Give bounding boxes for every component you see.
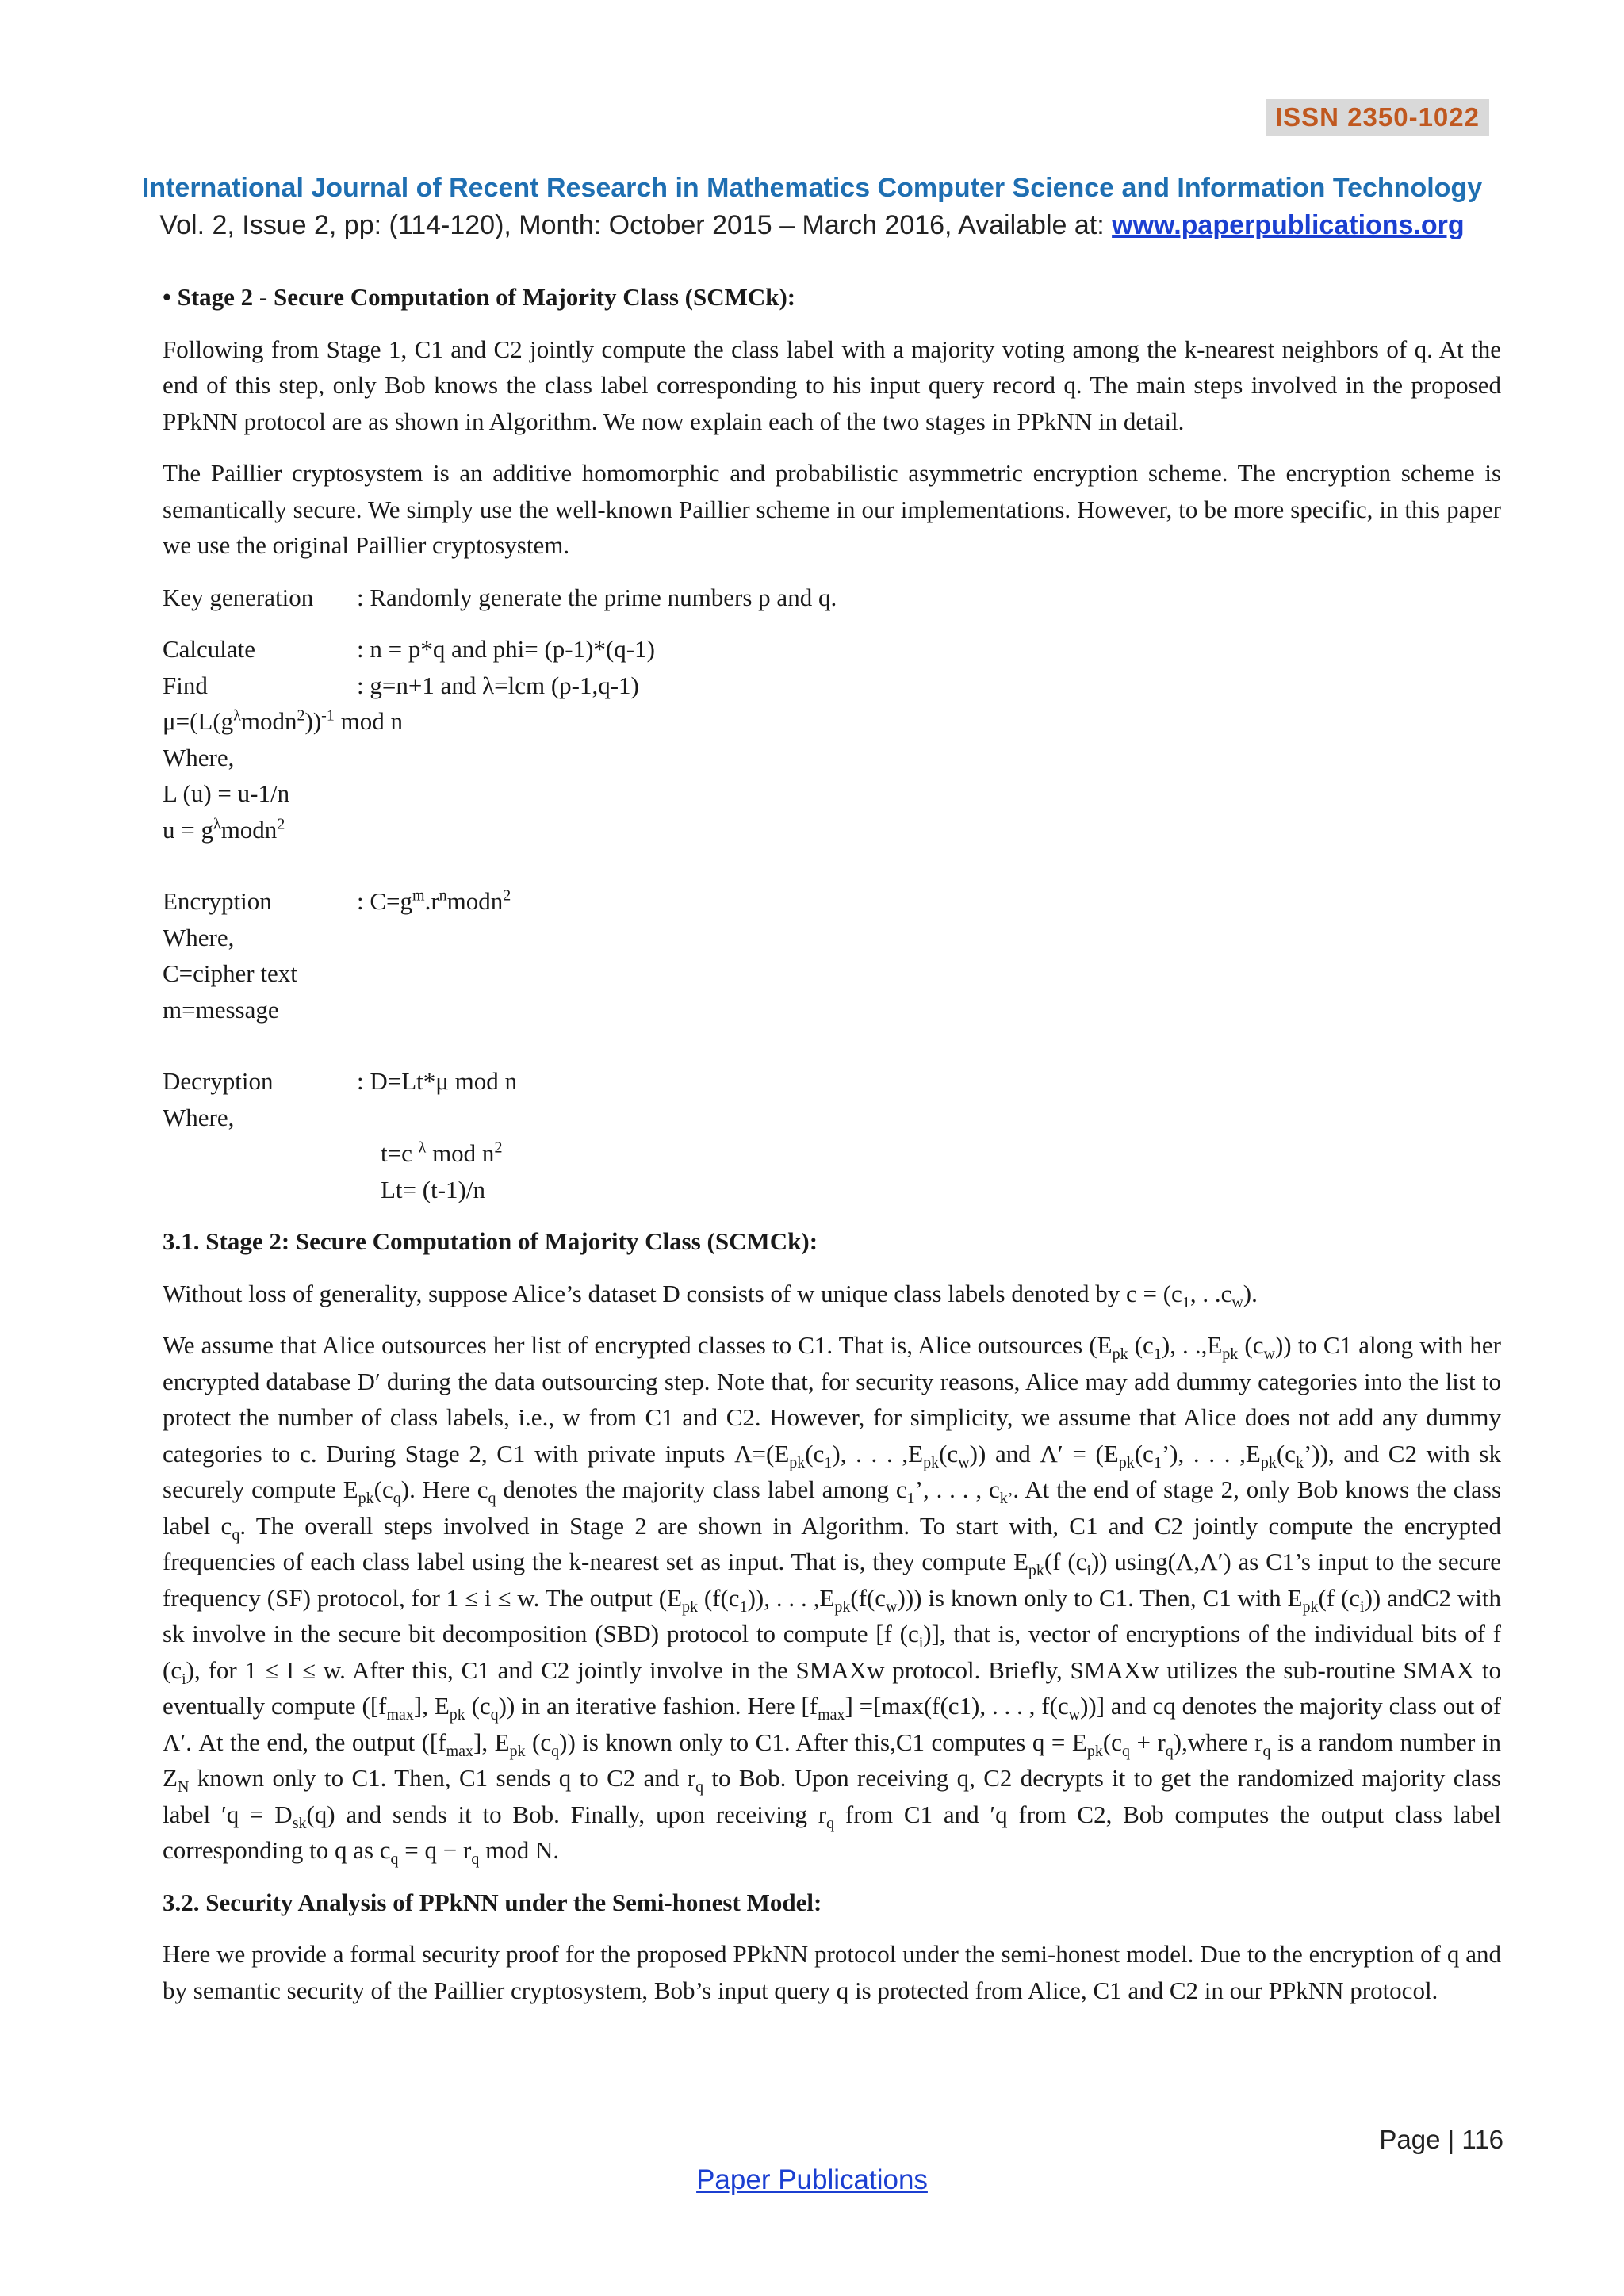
text-run: (c: [1276, 1439, 1296, 1468]
page-body: [163, 279, 1501, 2024]
subscript: q: [390, 1850, 399, 1869]
keygen-text: : Randomly generate the prime numbers p and q.: [357, 583, 837, 611]
text-run: (f(c: [697, 1583, 740, 1612]
cipher-def: C=cipher text: [163, 959, 297, 987]
text-run: (c: [939, 1439, 959, 1468]
subscript: 1: [1153, 1345, 1162, 1364]
text-run: (c: [465, 1692, 491, 1720]
subscript: pk: [789, 1453, 806, 1471]
subscript: pk: [834, 1598, 851, 1616]
decryption-label: Decryption: [163, 1067, 274, 1095]
footer: [0, 2164, 1624, 2196]
calculate-text: : n = p*q and phi= (p-1)*(q-1): [357, 635, 655, 663]
text-run: )) andC2 with sk involve in the secure bit decomposition (SBD) protocol to compute [f (c: [163, 1583, 1502, 1647]
text-run: = q − r: [398, 1836, 472, 1864]
subscript: q: [826, 1814, 835, 1832]
subscript: pk: [1222, 1345, 1239, 1364]
text-run: ). Here c: [400, 1475, 488, 1503]
message-def: m=message: [163, 995, 279, 1024]
lt-formula: Lt= (t-1)/n: [381, 1175, 485, 1203]
subscript: 1: [1153, 1453, 1162, 1471]
subscript: i: [1360, 1598, 1365, 1616]
subscript: 1: [906, 1490, 915, 1508]
subscript: w: [958, 1453, 970, 1471]
subscript: q: [1262, 1742, 1271, 1760]
text-run: (c: [1102, 1728, 1122, 1756]
text-run: . The overall steps involved in Stage 2 are shown in Algorithm. To start with, C1 and C2 jointly compute the encrypted frequencies of each class label using the k-nearest set as input. That is, they compute E: [163, 1511, 1501, 1575]
subscript: max: [446, 1742, 473, 1760]
text-run: )], that is, vector of encryptions of the individual bits of f (c: [163, 1620, 1502, 1684]
subscript: w: [886, 1598, 898, 1616]
subscript: pk: [923, 1453, 940, 1471]
subscript: pk: [1118, 1453, 1135, 1471]
publisher-link[interactable]: Paper Publications: [696, 2164, 928, 2195]
section-31-heading: 3.1. Stage 2: Secure Computation of Majority Class (SCMCk):: [163, 1227, 818, 1255]
subscript: q: [488, 1490, 496, 1508]
stage2-heading: • Stage 2 - Secure Computation of Majority Class (SCMCk):: [163, 283, 796, 311]
text-run: to Bob. Upon receiving q, C2 decrypts it to get the randomized majority class label ′q = D: [163, 1764, 1501, 1828]
text-run: denotes the majority class label among c: [496, 1475, 907, 1503]
encryption-label: Encryption: [163, 887, 272, 915]
text-run: )) in an iterative fashion. Here [f: [498, 1692, 818, 1720]
page-number: Page | 116: [1379, 2125, 1503, 2154]
subscript: i: [1086, 1562, 1091, 1580]
subscript: k’: [999, 1490, 1013, 1508]
subscript: pk: [1302, 1598, 1319, 1616]
subscript: q: [551, 1742, 560, 1760]
encryption-row: [163, 883, 1501, 920]
text-run: (c: [1128, 1331, 1154, 1359]
subscript: sk: [292, 1814, 307, 1832]
text-run: )), . . . ,E: [747, 1583, 835, 1612]
subscript: q: [1165, 1742, 1174, 1760]
keygen-row: [163, 580, 1501, 616]
text-run: ’)), and C2 with sk securely compute E: [163, 1439, 1501, 1503]
text-run: We assume that Alice outsources her list of encrypted classes to C1. That is, Alice outsources (E: [163, 1331, 1113, 1359]
subscript: pk: [358, 1490, 374, 1508]
subscript: pk: [1086, 1742, 1103, 1760]
subscript: w: [1068, 1706, 1081, 1724]
volume-line: [0, 210, 1624, 241]
subscript: i: [182, 1670, 186, 1688]
paragraph: Without loss of generality, suppose Alice’s dataset D consists of w unique class labels denoted by $c = (c_1$, . $.c_w$).: [163, 1279, 1258, 1311]
u-formula: $u = g^\lambda modn^2$: [163, 815, 285, 844]
text-run: (c: [525, 1728, 552, 1756]
subscript: q: [490, 1706, 499, 1724]
subscript: max: [818, 1706, 845, 1724]
text-run: mod N.: [479, 1836, 560, 1864]
text-run: (c: [805, 1439, 825, 1468]
subscript: pk: [449, 1706, 465, 1724]
subscript: q: [393, 1490, 401, 1508]
text-run: from C1 and ′q from C2, Bob computes the output class label corresponding to q as c: [163, 1800, 1501, 1864]
volume-text: Vol. 2, Issue 2, pp: (114-120), Month: October 2015 – March 2016, Available at:: [159, 210, 1113, 240]
journal-url-link[interactable]: www.paperpublications.org: [1112, 210, 1465, 240]
section-32-heading: 3.2. Security Analysis of PPkNN under the Semi-honest Model:: [163, 1888, 822, 1916]
text-run: (c: [1238, 1331, 1264, 1359]
text-run: ),where r: [1173, 1728, 1263, 1756]
subscript: q: [695, 1778, 704, 1797]
subscript: 1: [739, 1598, 748, 1616]
text-run: (c: [1134, 1439, 1154, 1468]
text-run: )) is known only to C1. After this,C1 computes q = E: [559, 1728, 1087, 1756]
subscript: 1: [824, 1453, 833, 1471]
encryption-formula: : $C=g^m.r^nmodn^2$: [357, 886, 511, 915]
text-run: ))) is known only to C1. Then, C1 with E: [897, 1583, 1303, 1612]
subscript: N: [177, 1778, 190, 1797]
subscript: pk: [1260, 1453, 1277, 1471]
find-text: : g=n+1 and λ=lcm (p-1,q-1): [357, 671, 639, 699]
text-run: (c: [373, 1475, 393, 1503]
lu-formula: L (u) = u-1/n: [163, 779, 290, 807]
text-run: ’), . . . ,E: [1161, 1439, 1261, 1468]
paragraph: Here we provide a formal security proof for the proposed PPkNN protocol under the semi-honest model. Due to the encryption of q and by semantic security of the Paillier cryptosystem, Bob’s input query q is protected from Alice, C1 and C2 in our PPkNN protocol.: [163, 1940, 1501, 2004]
find-label: Find: [163, 671, 208, 699]
text-run: . At the end of stage 2, only Bob knows the class label c: [163, 1475, 1502, 1540]
text-run: ’, . . . , c: [914, 1475, 1000, 1503]
where-label: Where,: [163, 923, 235, 951]
subscript: q: [232, 1525, 240, 1544]
subscript: pk: [1028, 1562, 1044, 1580]
decryption-row: [163, 1063, 1501, 1100]
text-run: ], E: [473, 1728, 510, 1756]
subscript: pk: [1112, 1345, 1128, 1364]
calculate-label: Calculate: [163, 635, 256, 663]
text-run: (f (c: [1318, 1583, 1361, 1612]
subscript: pk: [681, 1598, 698, 1616]
keygen-label: Key generation: [163, 583, 314, 611]
subscript: max: [386, 1706, 414, 1724]
subscript: k: [1295, 1453, 1304, 1471]
find-row: [163, 668, 1501, 704]
decryption-text: : D=Lt*μ mod n: [357, 1067, 518, 1095]
t-formula: t=c $^\lambda$ mod $n^2$: [381, 1138, 503, 1167]
subscript: q: [471, 1850, 480, 1869]
text-run: ), for 1 ≤ I ≤ w. After this, C1 and C2 jointly involve in the SMAXw protocol. Briefly, SMAXw utilizes the sub-routine SMAX to eventually compute ([f: [163, 1655, 1501, 1720]
text-run: ), . .,E: [1161, 1331, 1223, 1359]
paragraph-section31-main: [163, 1327, 1501, 1869]
text-run: (f (c: [1044, 1548, 1087, 1575]
subscript: w: [1263, 1345, 1275, 1364]
where-label: Where,: [163, 743, 235, 771]
mu-formula: $\mu=(L(g^\lambda modn^2))^{-1}$ mod n: [163, 706, 403, 735]
paragraph: Following from Stage 1, C1 and C2 jointly compute the class label with a majority voting among the k-nearest neighbors of q. At the end of this step, only Bob knows the class label corresponding to his input query record q. The main steps involved in the proposed PPkNN protocol are as shown in Algorithm. We now explain each of the two stages in PPkNN in detail.: [163, 335, 1501, 435]
text-run: + r: [1129, 1728, 1166, 1756]
text-run: ], E: [413, 1692, 450, 1720]
text-run: (q) and sends it to Bob. Finally, upon receiving r: [306, 1800, 827, 1828]
where-label: Where,: [163, 1103, 235, 1131]
journal-title: International Journal of Recent Research in Mathematics Computer Science and Information Technology: [141, 173, 1483, 203]
text-run: (f(c: [850, 1583, 887, 1612]
text-run: )) to C1 along with her encrypted database D′ during the data outsourcing step. Note that, for security reasons, Alice may add dummy categories into the list to protect the number of class labels, i.e., w from C1 and C2. However, for simplicity, we assume that Alice does not add any dummy categories to c. During Stage 2, C1 with private inputs Λ=(E: [163, 1331, 1501, 1468]
text-run: known only to C1. Then, C1 sends q to C2 and r: [189, 1764, 696, 1792]
text-run: ] =[max(f(c1), . . . , f(c: [845, 1692, 1069, 1720]
subscript: pk: [509, 1742, 526, 1760]
subscript: q: [1121, 1742, 1130, 1760]
text-run: ), . . . ,E: [832, 1439, 924, 1468]
subscript: i: [918, 1634, 924, 1652]
issn-badge: ISSN 2350-1022: [1266, 99, 1489, 136]
calculate-row: [163, 631, 1501, 668]
text-run: is a random number in Z: [163, 1728, 1501, 1792]
text-run: )) and Λ′ = (E: [969, 1439, 1119, 1468]
text-run: ))] and cq denotes the majority class out of Λ′. At the end, the output ([f: [163, 1692, 1501, 1756]
paragraph: The Paillier cryptosystem is an additive homomorphic and probabilistic asymmetric encryption scheme. The encryption scheme is semantically secure. We simply use the well-known Paillier scheme in our implementations. However, to be more specific, in this paper we use the original Paillier cryptosystem.: [163, 459, 1501, 559]
text-run: )) using(Λ,Λ′) as C1’s input to the secure frequency (SF) protocol, for 1 ≤ i ≤ w. The output (E: [163, 1548, 1502, 1612]
